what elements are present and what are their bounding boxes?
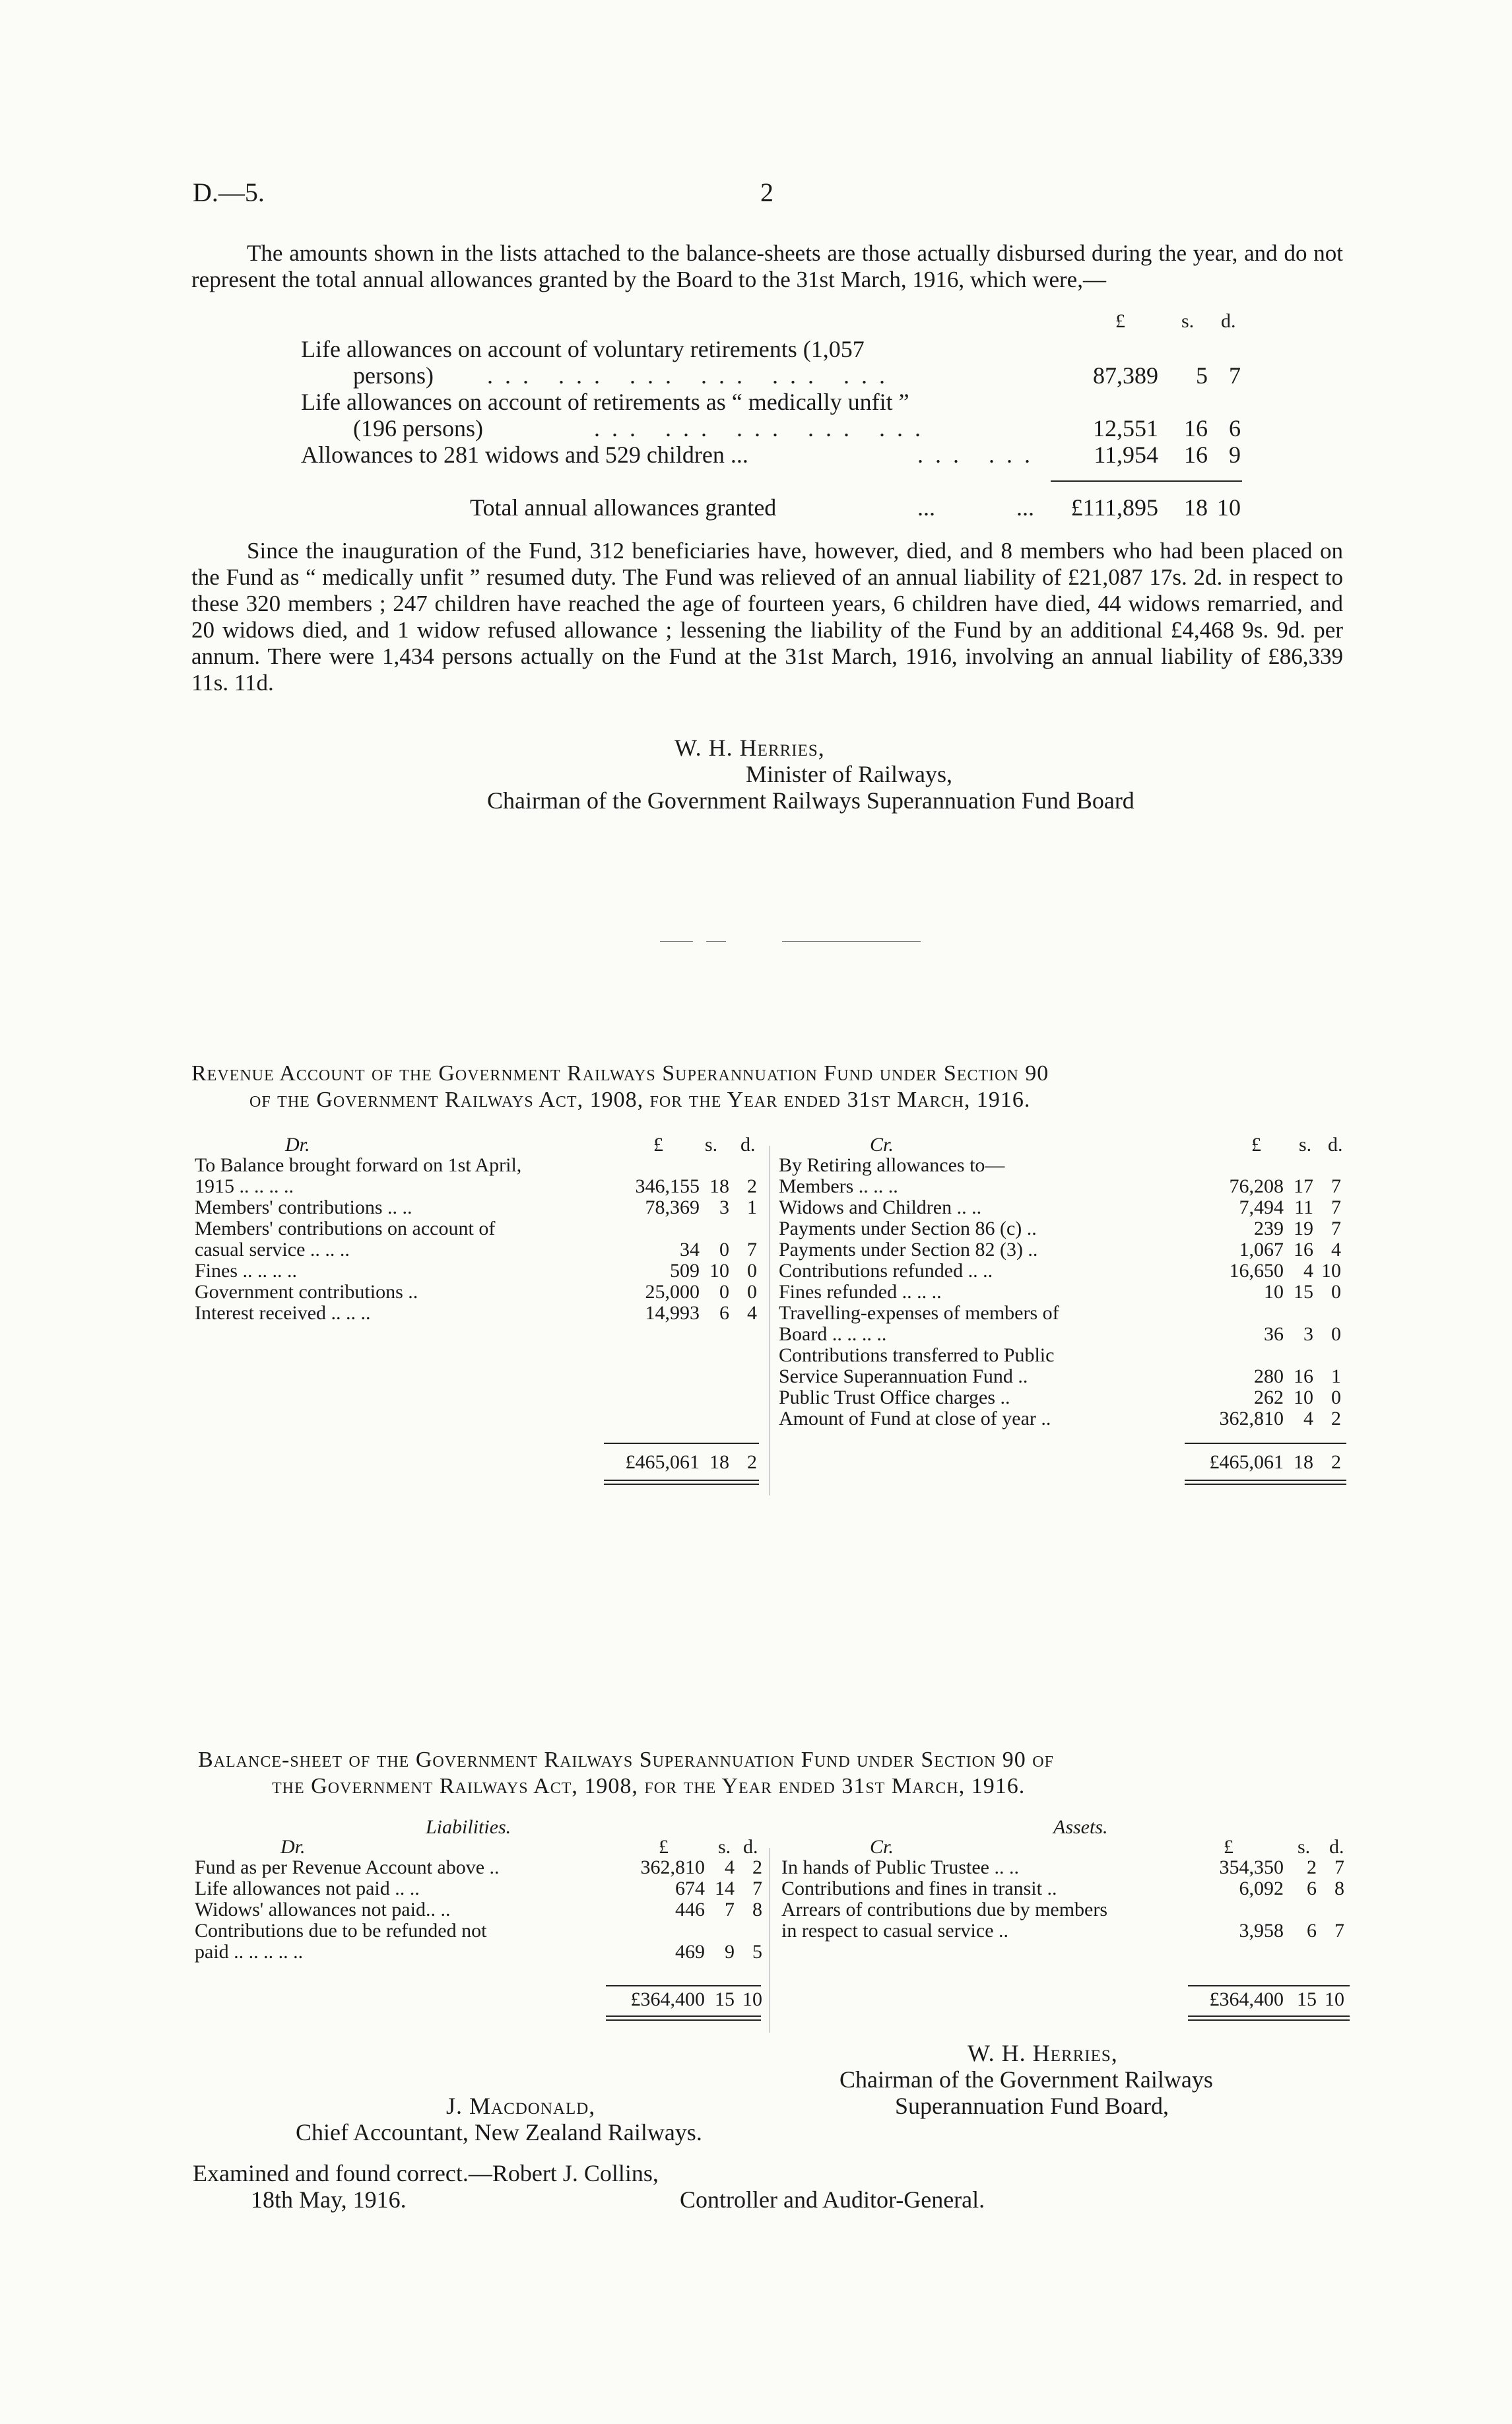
account-row-label: Members' contributions .. .. bbox=[195, 1196, 412, 1218]
dr-label: Dr. bbox=[285, 1134, 310, 1156]
account-row-label: casual service .. .. .. bbox=[195, 1239, 350, 1261]
account-row-amount: 6 bbox=[1307, 1878, 1317, 1899]
account-row-label: in respect to casual service .. bbox=[781, 1920, 1009, 1942]
allowance-pounds: 11,954 bbox=[1094, 442, 1158, 468]
account-row-amount: 3,958 bbox=[1239, 1920, 1284, 1942]
col-s: s. bbox=[1181, 310, 1195, 332]
account-row-label: Life allowances not paid .. .. bbox=[195, 1878, 420, 1899]
account-row-amount: 7 bbox=[1331, 1218, 1341, 1239]
account-row-amount: 8 bbox=[1334, 1878, 1344, 1899]
balance-total-pounds: £364,400 bbox=[630, 1988, 705, 2010]
account-row-amount: 7 bbox=[1331, 1196, 1341, 1218]
account-row-amount: 14 bbox=[715, 1878, 735, 1899]
account-row-amount: 4 bbox=[1303, 1260, 1313, 1282]
account-row-amount: 3 bbox=[1303, 1323, 1313, 1345]
account-row-amount: 362,810 bbox=[640, 1856, 705, 1878]
account-row-amount: 3 bbox=[719, 1196, 729, 1218]
account-row-label: Contributions transferred to Public bbox=[779, 1344, 1055, 1366]
signature-name: W. H. Herries, bbox=[968, 2040, 1118, 2066]
account-row-amount: 6,092 bbox=[1239, 1878, 1284, 1899]
account-row-label: Fines refunded .. .. .. bbox=[779, 1281, 942, 1303]
revenue-title: of the Government Railways Act, 1908, for the Year ended 31st March, 1916. bbox=[249, 1088, 1031, 1112]
account-row-amount: 1,067 bbox=[1239, 1239, 1284, 1261]
account-row-amount: 16,650 bbox=[1229, 1260, 1284, 1282]
account-row-label: Members' contributions on account of bbox=[195, 1218, 496, 1239]
page-reference: D.—5. bbox=[193, 178, 265, 207]
account-row-label: Payments under Section 82 (3) .. bbox=[779, 1239, 1038, 1261]
account-row-amount: 4 bbox=[747, 1302, 757, 1324]
allowance-pounds: 12,551 bbox=[1093, 415, 1158, 442]
account-row-label: Board .. .. .. .. bbox=[779, 1323, 887, 1345]
signature-title: Superannuation Fund Board, bbox=[895, 2093, 1169, 2119]
account-row-label: Amount of Fund at close of year .. bbox=[779, 1408, 1051, 1429]
account-row-amount: 0 bbox=[1331, 1387, 1341, 1408]
account-row-label: Service Superannuation Fund .. bbox=[779, 1365, 1028, 1387]
account-row-amount: 8 bbox=[752, 1899, 762, 1920]
allowance-s: 16 bbox=[1184, 442, 1208, 468]
account-row-amount: 7 bbox=[747, 1239, 757, 1261]
account-row-label: Public Trust Office charges .. bbox=[779, 1387, 1010, 1408]
account-row-amount: 78,369 bbox=[645, 1196, 700, 1218]
account-row-amount: 1 bbox=[1331, 1365, 1341, 1387]
account-row-label: Contributions due to be refunded not bbox=[195, 1920, 487, 1942]
account-row-label: Fund as per Revenue Account above .. bbox=[195, 1856, 500, 1878]
account-row-amount: 4 bbox=[1303, 1408, 1313, 1429]
account-row-amount: 362,810 bbox=[1219, 1408, 1284, 1429]
account-row-label: To Balance brought forward on 1st April, bbox=[195, 1154, 522, 1176]
account-row-amount: 11 bbox=[1294, 1196, 1313, 1218]
account-row-amount: 34 bbox=[680, 1239, 700, 1261]
account-row-label: Members .. .. .. bbox=[779, 1175, 898, 1197]
allowance-s: 16 bbox=[1184, 415, 1208, 442]
total-d: 10 bbox=[1217, 494, 1241, 521]
account-row-amount: 10 bbox=[709, 1260, 729, 1282]
total-s: 18 bbox=[1184, 494, 1208, 521]
account-row-amount: 0 bbox=[747, 1260, 757, 1282]
allowance-pounds: 87,389 bbox=[1093, 362, 1158, 389]
account-row-amount: 2 bbox=[752, 1856, 762, 1878]
allowance-line2: (196 persons) bbox=[353, 415, 483, 442]
account-row-amount: 0 bbox=[1331, 1323, 1341, 1345]
allowance-s: 5 bbox=[1196, 362, 1208, 389]
audit-date: 18th May, 1916. bbox=[251, 2186, 407, 2213]
account-row-amount: 16 bbox=[1294, 1239, 1313, 1261]
account-row-amount: 7,494 bbox=[1239, 1196, 1284, 1218]
account-row-amount: 2 bbox=[1331, 1408, 1341, 1429]
account-row-amount: 2 bbox=[1307, 1856, 1317, 1878]
account-row-amount: 7 bbox=[1331, 1175, 1341, 1197]
account-row-label: By Retiring allowances to— bbox=[779, 1154, 1005, 1176]
total-label: Total annual allowances granted bbox=[470, 494, 777, 521]
account-row-label: paid .. .. .. .. .. bbox=[195, 1941, 304, 1963]
allowance-line2: persons) bbox=[353, 362, 434, 389]
account-row-amount: 0 bbox=[719, 1239, 729, 1261]
audit-line: Examined and found correct.—Robert J. Collins, bbox=[193, 2160, 659, 2186]
account-row-amount: 6 bbox=[719, 1302, 729, 1324]
audit-title: Controller and Auditor-General. bbox=[680, 2186, 985, 2213]
account-row-amount: 4 bbox=[725, 1856, 735, 1878]
signature-title: Chairman of the Government Railways Superannuation Fund Board bbox=[487, 787, 1134, 814]
account-row-amount: 7 bbox=[1334, 1920, 1344, 1942]
account-row-label: Government contributions .. bbox=[195, 1281, 418, 1303]
allowance-line1: Life allowances on account of voluntary retirements (1,057 bbox=[301, 336, 865, 362]
account-row-amount: 18 bbox=[709, 1175, 729, 1197]
account-row-amount: 469 bbox=[675, 1941, 705, 1963]
account-row-amount: 346,155 bbox=[635, 1175, 700, 1197]
signature-name: J. Macdonald, bbox=[446, 2093, 596, 2119]
balance-title: Balance-sheet of the Government Railways Superannuation Fund under Section 90 of bbox=[198, 1748, 1054, 1772]
signature-title: Chief Accountant, New Zealand Railways. bbox=[296, 2119, 702, 2146]
col-d: d. bbox=[1221, 310, 1236, 332]
balance-total-pounds: £364,400 bbox=[1209, 1988, 1284, 2010]
account-row-label: Widows and Children .. .. bbox=[779, 1196, 982, 1218]
account-row-amount: 10 bbox=[1264, 1281, 1284, 1303]
account-row-amount: 10 bbox=[1294, 1387, 1313, 1408]
account-row-amount: 16 bbox=[1294, 1365, 1313, 1387]
account-row-label: 1915 .. .. .. .. bbox=[195, 1175, 294, 1197]
account-row-amount: 280 bbox=[1254, 1365, 1284, 1387]
account-row-amount: 0 bbox=[747, 1281, 757, 1303]
account-row-amount: 7 bbox=[1334, 1856, 1344, 1878]
cr-label: Cr. bbox=[870, 1134, 894, 1156]
account-row-amount: 7 bbox=[752, 1878, 762, 1899]
account-row-amount: 76,208 bbox=[1229, 1175, 1284, 1197]
allowance-d: 7 bbox=[1229, 362, 1241, 389]
account-row-amount: 0 bbox=[719, 1281, 729, 1303]
account-row-amount: 674 bbox=[675, 1878, 705, 1899]
revenue-total-pounds: £465,061 bbox=[625, 1451, 700, 1473]
account-row-amount: 0 bbox=[1331, 1281, 1341, 1303]
account-row-amount: 2 bbox=[747, 1175, 757, 1197]
account-row-label: Travelling-expenses of members of bbox=[779, 1302, 1059, 1324]
account-row-amount: 7 bbox=[725, 1899, 735, 1920]
intro-paragraph: The amounts shown in the lists attached to the balance-sheets are those actually disbursed during the year, and do not represent the total annual allowances granted by the Board to the 31st March, 1916, which were,— bbox=[191, 240, 1343, 292]
second-paragraph: Since the inauguration of the Fund, 312 beneficiaries have, however, died, and 8 members who had been placed on the Fund as “ medically unfit ” resumed duty. The Fund was relieved of an annual liability of £21,087 17s. 2d. in respect to these 320 members ; 247 children have reached the age of fourteen years, 6 children have died, 44 widows remarried, and 20 widows died, and 1 widow refused allowance ; lessening the liability of the Fund by an additional £4,468 9s. 9d. per annum. There were 1,434 persons actually on the Fund at the 31st March, 1916, involving an annual liability of £86,339 11s. 11d. bbox=[191, 538, 1343, 696]
account-row-label: In hands of Public Trustee .. .. bbox=[781, 1856, 1019, 1878]
account-row-amount: 1 bbox=[747, 1196, 757, 1218]
account-row-label: Widows' allowances not paid.. .. bbox=[195, 1899, 451, 1920]
account-row-amount: 239 bbox=[1254, 1218, 1284, 1239]
allowance-d: 9 bbox=[1229, 442, 1241, 468]
account-row-amount: 5 bbox=[752, 1941, 762, 1963]
revenue-title: Revenue Account of the Government Railways Superannuation Fund under Section 90 bbox=[191, 1061, 1049, 1086]
account-row-label: Payments under Section 86 (c) .. bbox=[779, 1218, 1037, 1239]
allowance-line1: Allowances to 281 widows and 529 children ... bbox=[301, 442, 748, 468]
signature-title: Chairman of the Government Railways bbox=[839, 2066, 1213, 2093]
account-row-label: Interest received .. .. .. bbox=[195, 1302, 371, 1324]
total-pounds: £111,895 bbox=[1070, 494, 1158, 521]
account-row-label: Arrears of contributions due by members bbox=[781, 1899, 1108, 1920]
balance-title: the Government Railways Act, 1908, for the Year ended 31st March, 1916. bbox=[272, 1774, 1026, 1798]
account-row-amount: 9 bbox=[725, 1941, 735, 1963]
col-pound: £ bbox=[1115, 310, 1125, 332]
account-row-amount: 19 bbox=[1294, 1218, 1313, 1239]
account-row-label: Contributions refunded .. .. bbox=[779, 1260, 993, 1282]
signature-title: Minister of Railways, bbox=[746, 761, 952, 787]
account-row-amount: 15 bbox=[1294, 1281, 1313, 1303]
account-row-amount: 10 bbox=[1321, 1260, 1341, 1282]
revenue-total-pounds: £465,061 bbox=[1209, 1451, 1284, 1473]
account-row-amount: 17 bbox=[1294, 1175, 1313, 1197]
page-number: 2 bbox=[760, 178, 773, 207]
allowance-line1: Life allowances on account of retirements as “ medically unfit ” bbox=[301, 389, 909, 415]
account-row-amount: 36 bbox=[1264, 1323, 1284, 1345]
account-row-amount: 4 bbox=[1331, 1239, 1341, 1261]
account-row-amount: 262 bbox=[1254, 1387, 1284, 1408]
account-row-label: Fines .. .. .. .. bbox=[195, 1260, 298, 1282]
account-row-amount: 354,350 bbox=[1219, 1856, 1284, 1878]
account-row-amount: 25,000 bbox=[645, 1281, 700, 1303]
account-row-label: Contributions and fines in transit .. bbox=[781, 1878, 1057, 1899]
signature-name: W. H. Herries, bbox=[674, 735, 825, 761]
account-row-amount: 14,993 bbox=[645, 1302, 700, 1324]
account-row-amount: 509 bbox=[670, 1260, 700, 1282]
account-row-amount: 446 bbox=[675, 1899, 705, 1920]
allowance-d: 6 bbox=[1229, 415, 1241, 442]
account-row-amount: 6 bbox=[1307, 1920, 1317, 1942]
